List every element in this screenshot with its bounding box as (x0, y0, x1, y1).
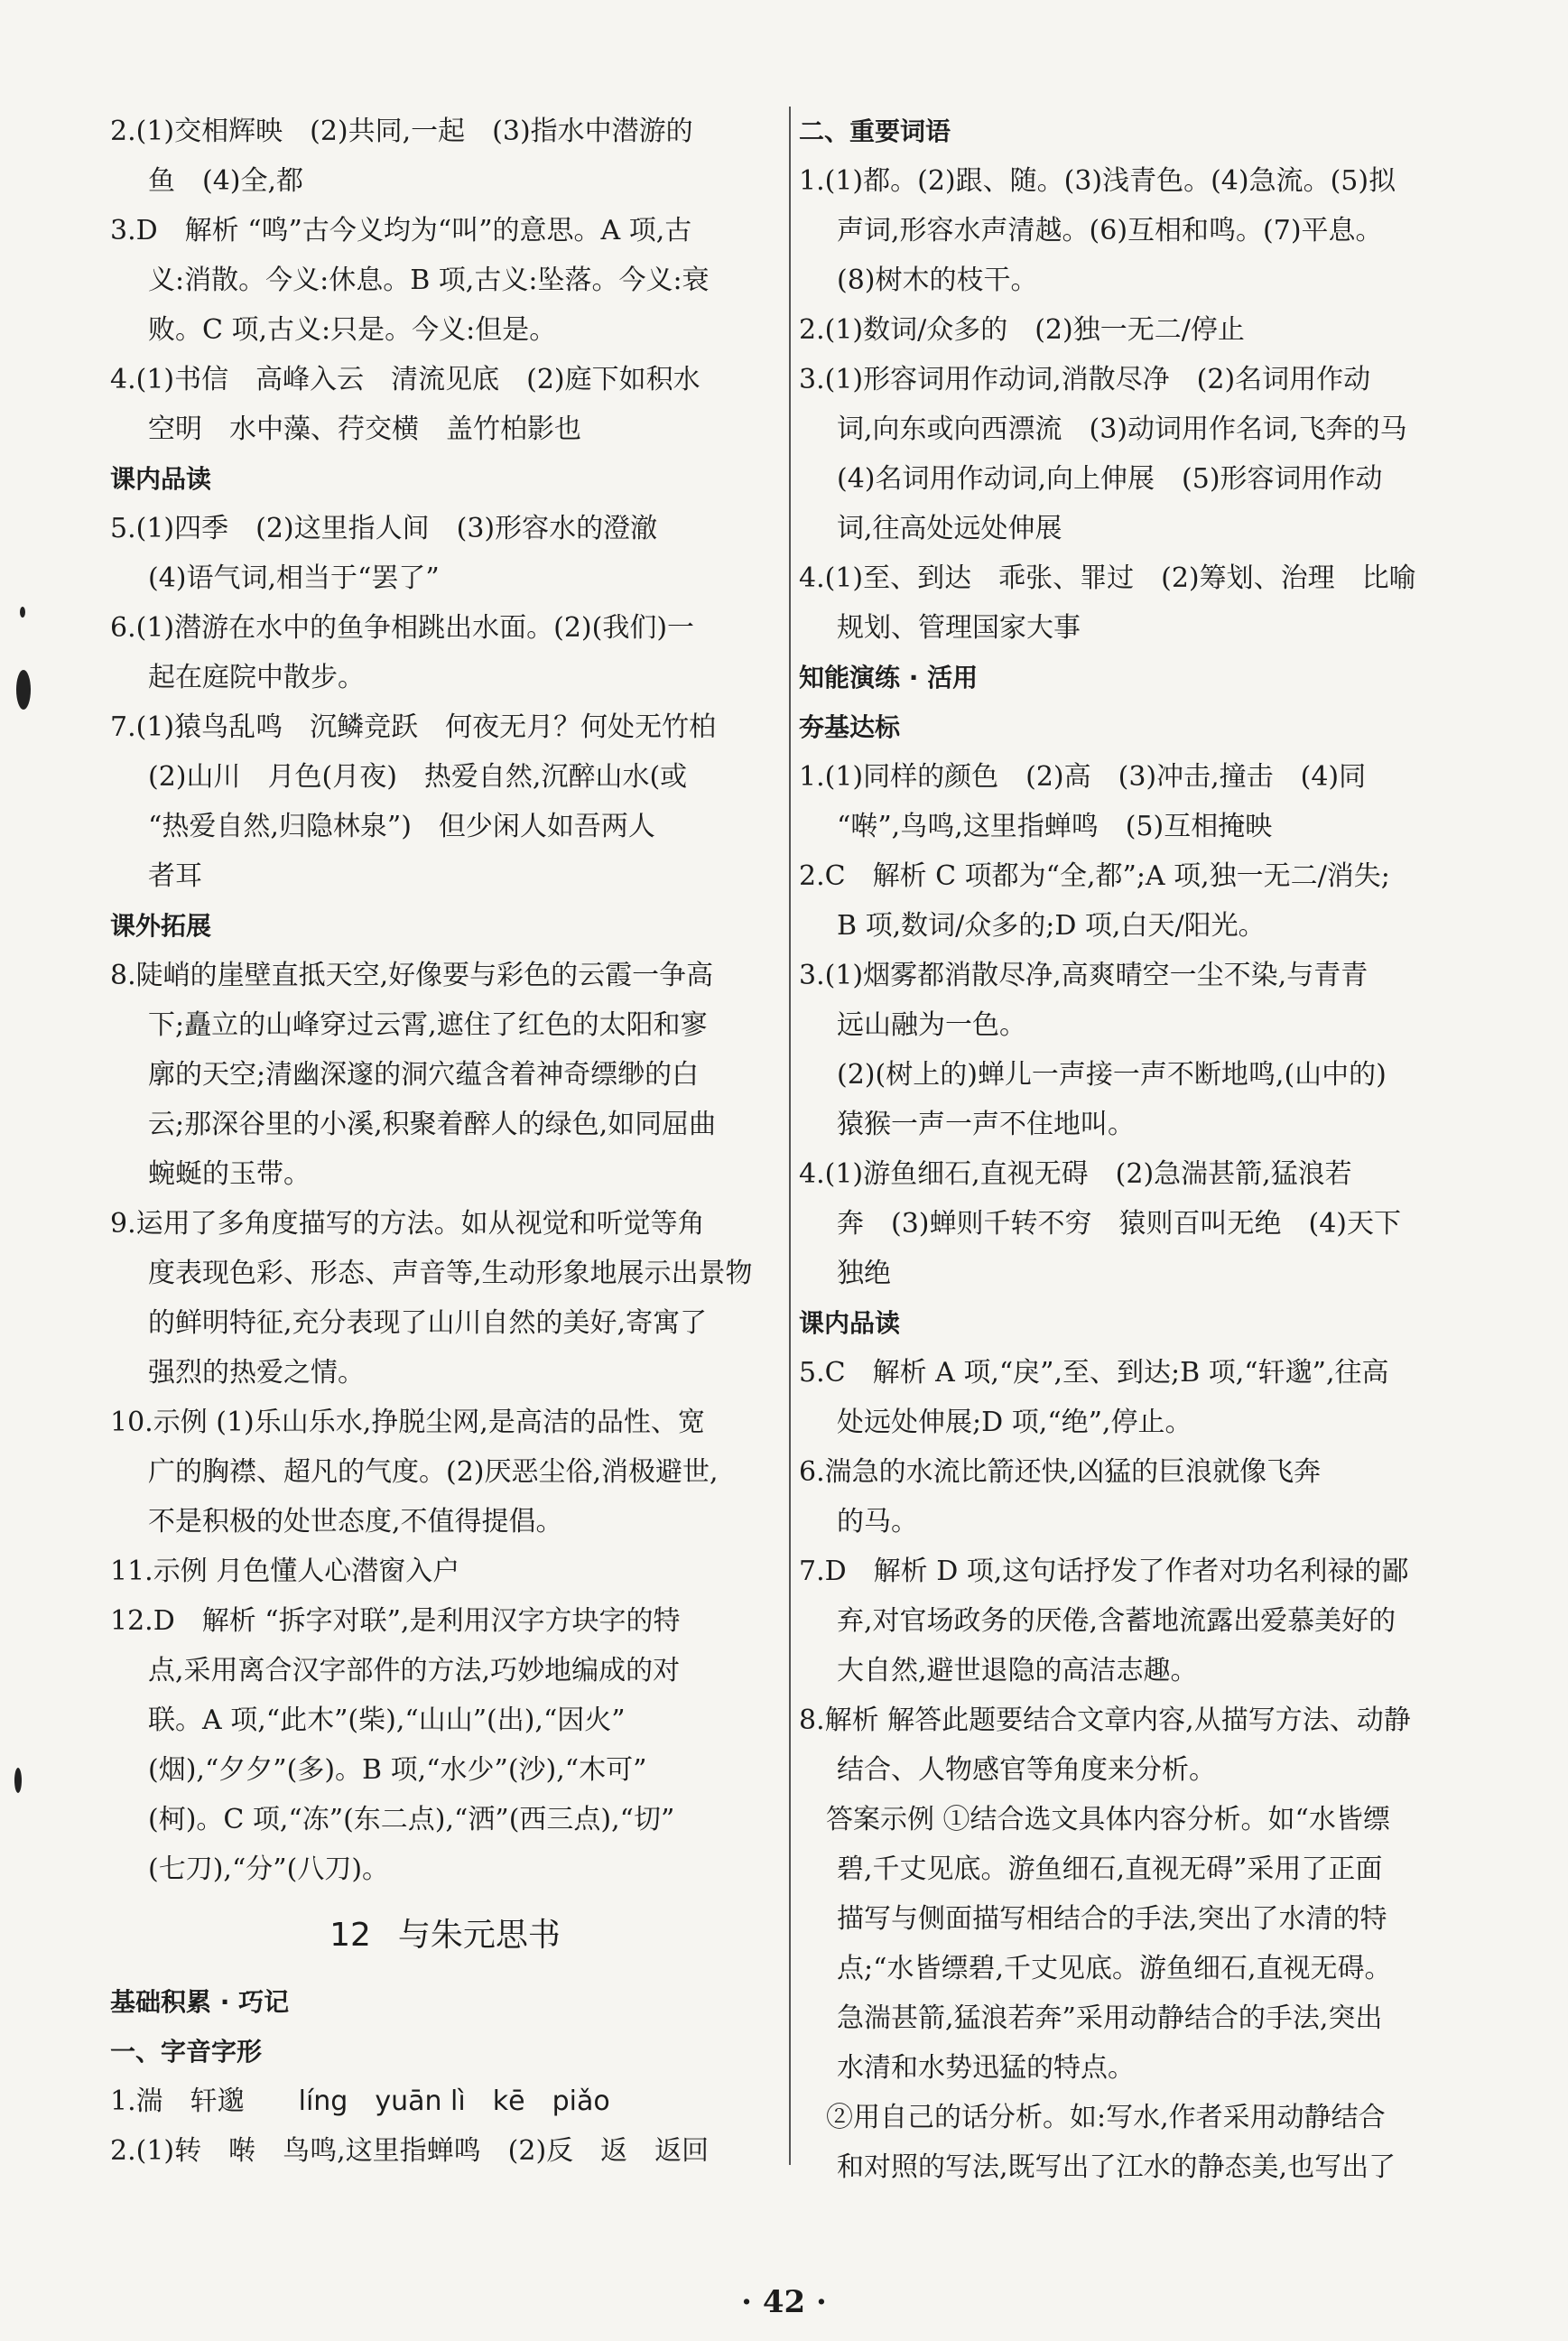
pinyin: líng (298, 2086, 348, 2117)
text-line: (2)山川 月色(月夜) 热爱自然,沉醉山水(或 (148, 761, 688, 793)
section-heading: 一、字音字形 (110, 2037, 263, 2067)
text-line: 2.(1)交相辉映 (2)共同,一起 (3)指水中潜游的 (110, 116, 693, 147)
scan-artifact (14, 1768, 22, 1793)
text-line: 点;“水皆缥碧,千丈见底。游鱼细石,直视无碍。 (837, 1953, 1392, 1984)
lesson-title (110, 1894, 780, 1977)
text-line: 结合、人物感官等角度来分析。 (837, 1754, 1216, 1786)
text-line: 廓的天空;清幽深邃的洞穴蕴含着神奇缥缈的白 (148, 1059, 700, 1091)
text-line: (2)(树上的)蝉儿一声接一声不断地鸣,(山中的) (837, 1059, 1387, 1091)
text-line: 8.陡峭的崖壁直抵天空,好像要与彩色的云霞一争高 (110, 960, 714, 991)
text-line: (柯)。C 项,“冻”(东二点),“洒”(西三点),“切” (148, 1804, 675, 1835)
text-line: 起在庭院中散步。 (148, 662, 365, 693)
scan-artifact (16, 670, 31, 710)
text-line: 广的胸襟、超凡的气度。(2)厌恶尘俗,消极避世, (148, 1456, 719, 1488)
text-line: 义:消散。今义:休息。B 项,古义:坠落。今义:衰 (148, 265, 710, 296)
text-line: 的鲜明特征,充分表现了山川自然的美好,寄寓了 (148, 1307, 708, 1339)
text-line: 10.示例 (1)乐山乐水,挣脱尘网,是高洁的品性、宽 (110, 1407, 705, 1438)
text-line: (烟),“夕夕”(多)。B 项,“水少”(沙),“木可” (148, 1754, 647, 1786)
section-heading: 课外拓展 (110, 911, 212, 941)
text-line: 度表现色彩、形态、声音等,生动形象地展示出景物 (148, 1258, 753, 1289)
text-line: 不是积极的处世态度,不值得提倡。 (148, 1506, 563, 1537)
section-heading: 课内品读 (110, 464, 212, 494)
text-line: 3.(1)形容词用作动词,消散尽净 (2)名词用作动 (799, 364, 1371, 395)
text-line: 下;矗立的山峰穿过云霄,遮住了红色的太阳和寥 (148, 1009, 708, 1041)
text-line: 远山融为一色。 (837, 1009, 1026, 1041)
pinyin: piǎo (552, 2086, 610, 2117)
text-line: 弃,对官场政务的厌倦,含蓄地流露出爱慕美好的 (837, 1605, 1396, 1637)
section-heading: 二、重要词语 (799, 116, 951, 146)
text-line: 规划、管理国家大事 (837, 612, 1081, 644)
text-line: (8)树木的枝干。 (837, 265, 1038, 296)
text-line: B 项,数词/众多的;D 项,白天/阳光。 (837, 910, 1266, 942)
right-column (799, 107, 1467, 2192)
text-line: (七刀),“分”(八刀)。 (148, 1853, 390, 1885)
section-heading: 基础积累 · 巧记 (110, 1987, 290, 2017)
text-line: 2.(1)转 啭 鸟鸣,这里指蝉鸣 (2)反 返 返回 (110, 2135, 710, 2167)
section-heading: 知能演练 · 活用 (799, 663, 979, 692)
text-line: 声词,形容水声清越。(6)互相和鸣。(7)平息。 (837, 215, 1383, 246)
text-line (110, 2076, 780, 2126)
text-line: 2.C 解析 C 项都为“全,都”;A 项,独一无二/消失; (799, 860, 1390, 892)
text-line: 空明 水中藻、荇交横 盖竹柏影也 (148, 413, 581, 445)
text-line: ②用自己的话分析。如:写水,作者采用动静结合 (826, 2102, 1386, 2133)
text-line: 7.(1)猿鸟乱鸣 沉鳞竞跃 何夜无月？何处无竹柏 (110, 711, 717, 743)
text-line: 1.(1)同样的颜色 (2)高 (3)冲击,撞击 (4)同 (799, 761, 1367, 793)
pinyin: yuān lì (375, 2086, 466, 2117)
answer-text: 1.湍 轩邈 (110, 2086, 245, 2117)
text-line: 水清和水势迅猛的特点。 (837, 2052, 1135, 2084)
text-line: 5.C 解析 A 项,“戾”,至、到达;B 项,“轩邈”,往高 (799, 1357, 1389, 1389)
text-line: 猿猴一声一声不住地叫。 (837, 1109, 1135, 1140)
lesson-name: 与朱元思书 (397, 1917, 561, 1954)
text-line: 云;那深谷里的小溪,积聚着醉人的绿色,如同屈曲 (148, 1109, 717, 1140)
text-line: 碧,千丈见底。游鱼细石,直视无碍”采用了正面 (837, 1853, 1383, 1885)
left-column (110, 107, 780, 2176)
text-line: 鱼 (4)全,都 (148, 165, 304, 197)
text-line: 5.(1)四季 (2)这里指人间 (3)形容水的澄澈 (110, 513, 658, 544)
text-line: 12.D 解析 “拆字对联”,是利用汉字方块字的特 (110, 1605, 681, 1637)
section-heading: 夯基达标 (799, 712, 901, 742)
text-line: 描写与侧面描写相结合的手法,突出了水清的特 (837, 1903, 1387, 1935)
pinyin: kē (492, 2086, 525, 2117)
page-number: · 42 · (741, 2284, 827, 2320)
text-line: 的马。 (837, 1506, 918, 1537)
text-line: 独绝 (837, 1258, 891, 1289)
text-line: “热爱自然,归隐林泉”) 但少闲人如吾两人 (148, 811, 655, 842)
text-line: 点,采用离合汉字部件的方法,巧妙地编成的对 (148, 1655, 681, 1686)
text-line: “啭”,鸟鸣,这里指蝉鸣 (5)互相掩映 (837, 811, 1273, 842)
text-line: 和对照的写法,既写出了江水的静态美,也写出了 (837, 2151, 1396, 2183)
text-line: (4)语气词,相当于“罢了” (148, 562, 440, 594)
text-line: 奔 (3)蝉则千转不穷 猿则百叫无绝 (4)天下 (837, 1208, 1401, 1240)
text-line: (4)名词用作动词,向上伸展 (5)形容词用作动 (837, 463, 1383, 495)
scan-artifact (20, 607, 25, 618)
text-line: 蜿蜒的玉带。 (148, 1158, 311, 1190)
text-line: 4.(1)书信 高峰入云 清流见底 (2)庭下如积水 (110, 364, 700, 395)
text-line: 强烈的热爱之情。 (148, 1357, 365, 1389)
text-line: 11.示例 月色懂人心潜窗入户 (110, 1556, 460, 1587)
text-line: 处远处伸展;D 项,“绝”,停止。 (837, 1407, 1192, 1438)
text-line: 4.(1)至、到达 乖张、罪过 (2)筹划、治理 比喻 (799, 562, 1416, 594)
text-line: 者耳 (148, 860, 202, 892)
text-line: 急湍甚箭,猛浪若奔”采用动静结合的手法,突出 (837, 2002, 1383, 2034)
text-line: 3.(1)烟雾都消散尽净,高爽晴空一尘不染,与青青 (799, 960, 1369, 991)
text-line: 败。C 项,古义:只是。今义:但是。 (148, 314, 557, 346)
text-line: 1.(1)都。(2)跟、随。(3)浅青色。(4)急流。(5)拟 (799, 165, 1396, 197)
section-heading: 课内品读 (799, 1308, 901, 1338)
text-line: 大自然,避世退隐的高洁志趣。 (837, 1655, 1198, 1686)
text-line: 8.解析 解答此题要结合文章内容,从描写方法、动静 (799, 1705, 1411, 1736)
text-line: 7.D 解析 D 项,这句话抒发了作者对功名利禄的鄙 (799, 1556, 1409, 1587)
text-line: 答案示例 ①结合选文具体内容分析。如“水皆缥 (826, 1804, 1390, 1835)
text-line: 9.运用了多角度描写的方法。如从视觉和听觉等角 (110, 1208, 705, 1240)
text-line: 2.(1)数词/众多的 (2)独一无二/停止 (799, 314, 1245, 346)
text-line: 6.湍急的水流比箭还快,凶猛的巨浪就像飞奔 (799, 1456, 1322, 1488)
text-line: 联。A 项,“此木”(柴),“山山”(出),“因火” (148, 1705, 626, 1736)
text-line: 词,往高处远处伸展 (837, 513, 1062, 544)
text-line: 3.D 解析 “鸣”古今义均为“叫”的意思。A 项,古 (110, 215, 692, 246)
column-divider (789, 107, 791, 2165)
text-line: 4.(1)游鱼细石,直视无碍 (2)急湍甚箭,猛浪若 (799, 1158, 1352, 1190)
lesson-number: 12 (329, 1917, 371, 1954)
text-line: 词,向东或向西漂流 (3)动词用作名词,飞奔的马 (837, 413, 1407, 445)
text-line: 6.(1)潜游在水中的鱼争相跳出水面。(2)(我们)一 (110, 612, 695, 644)
